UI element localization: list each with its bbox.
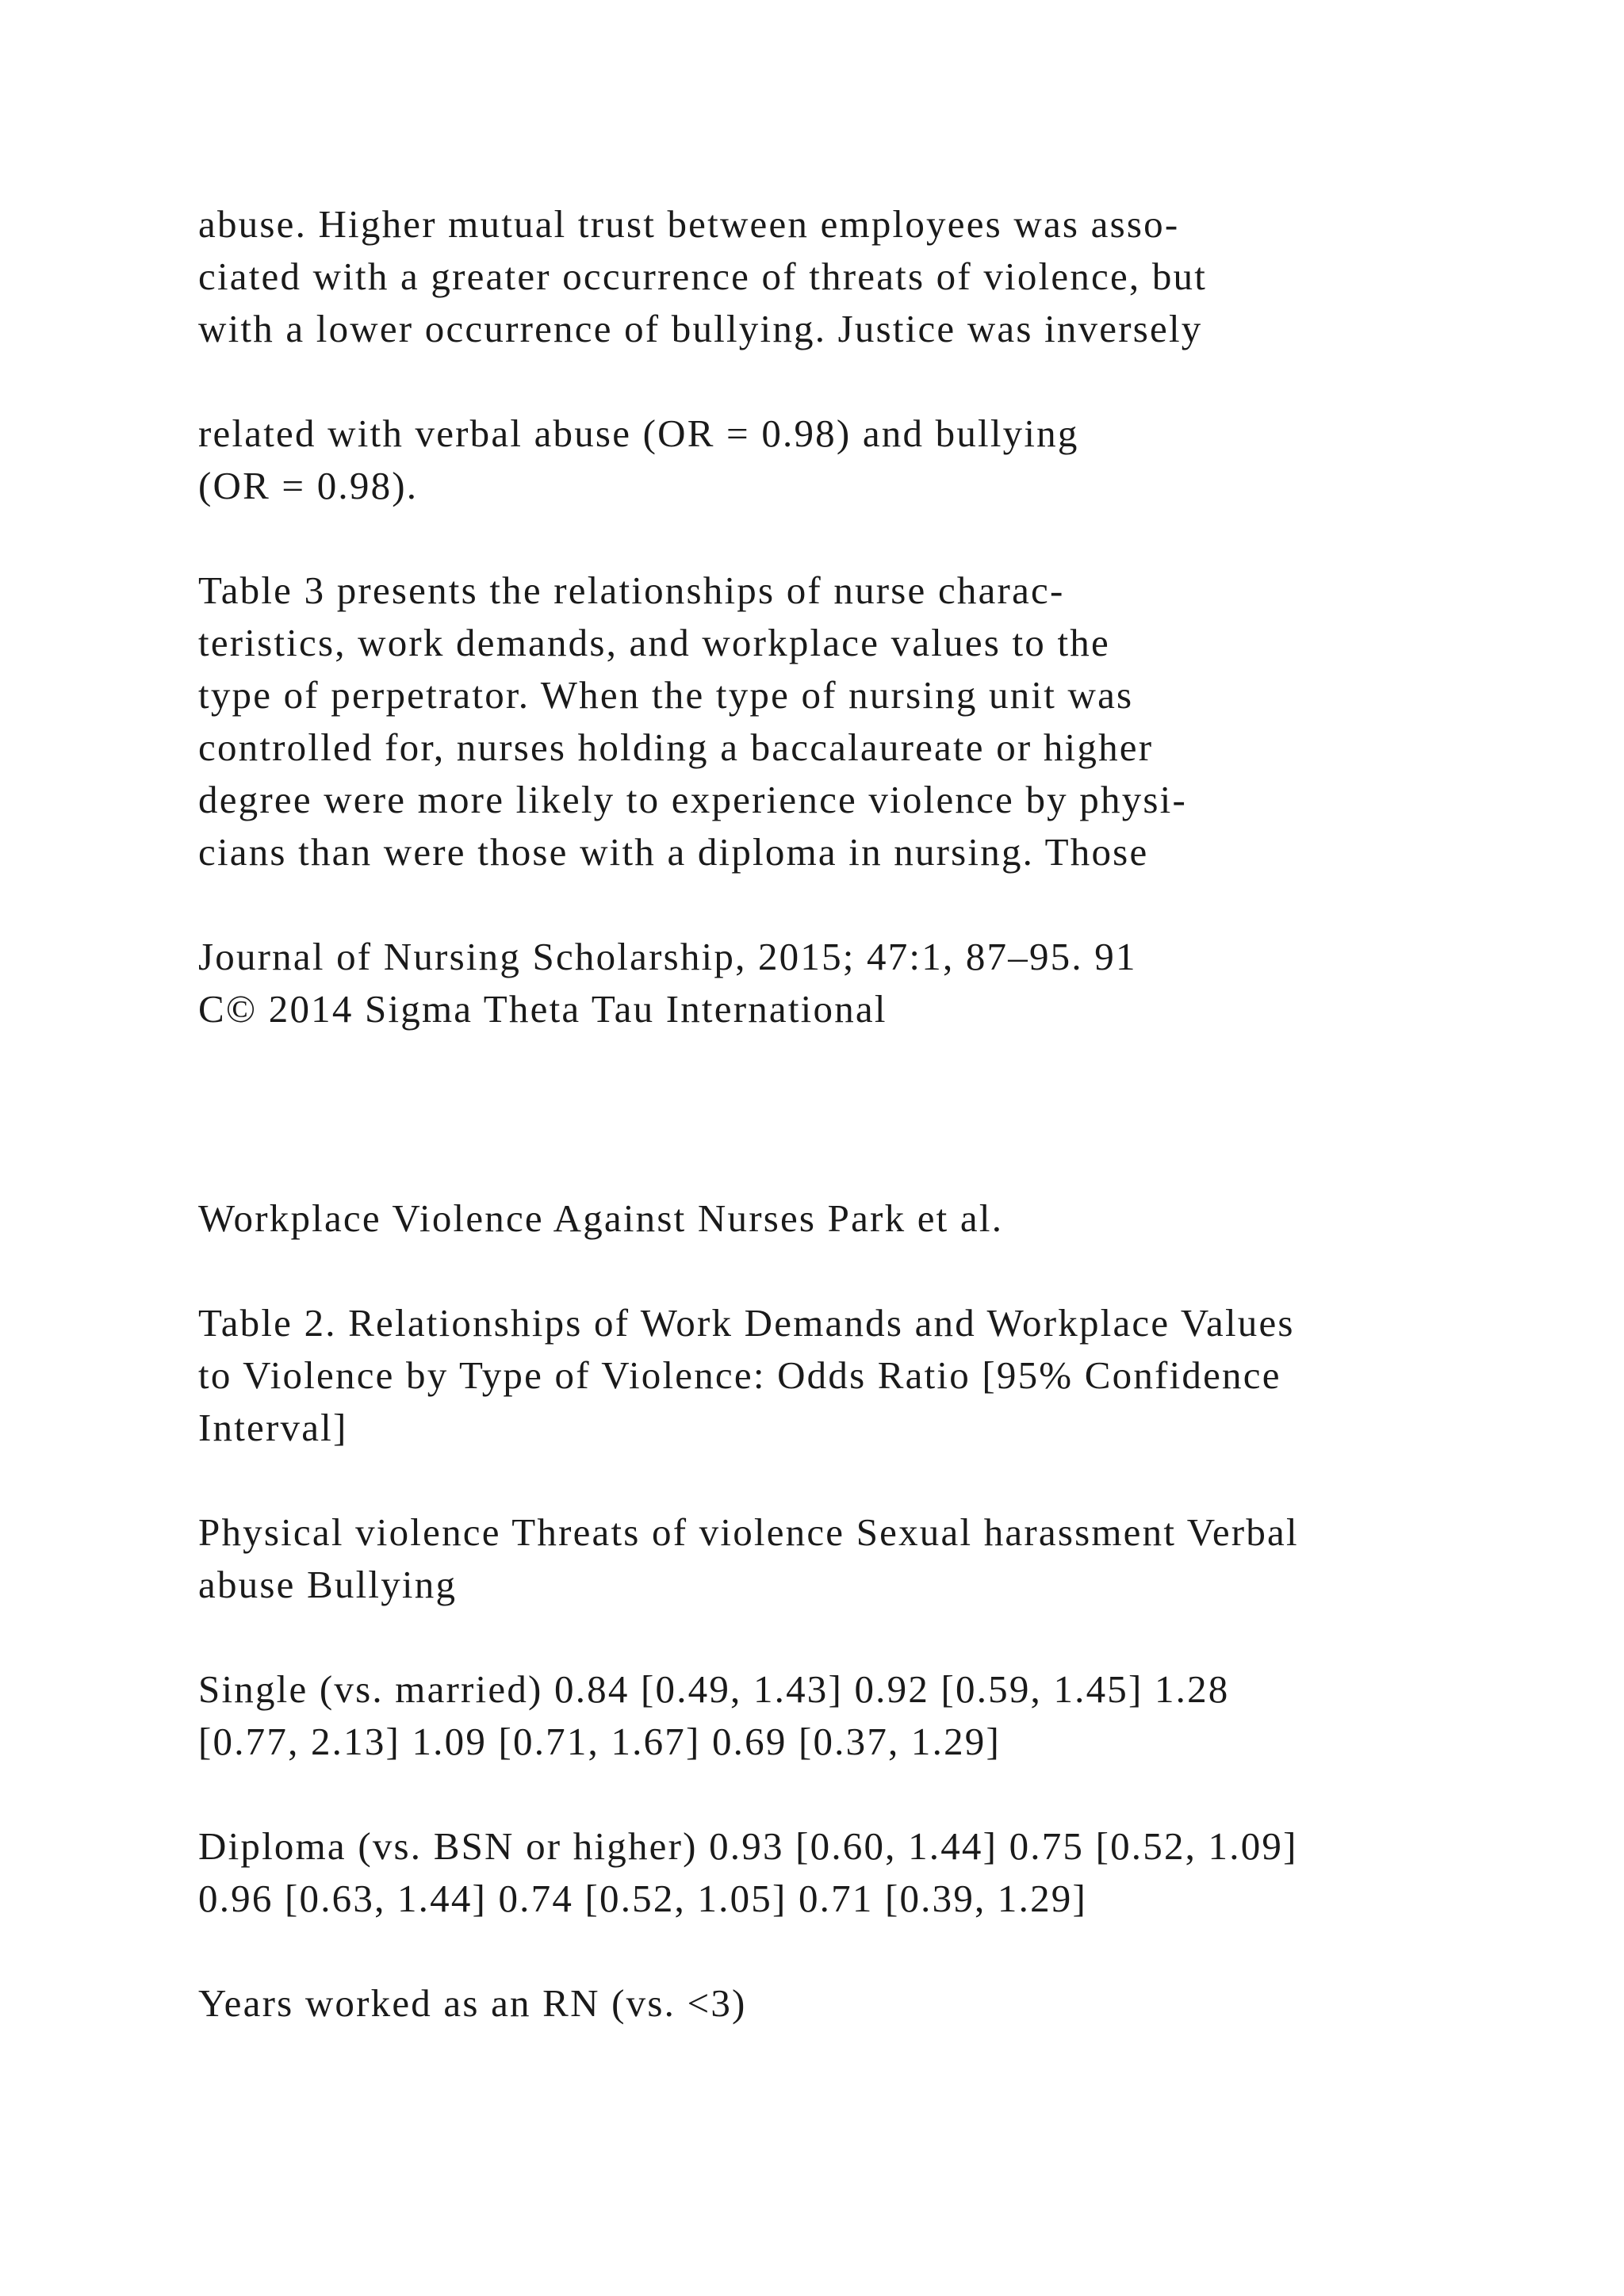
paragraph-line: controlled for, nurses holding a baccalaureate or higher xyxy=(198,725,1154,769)
copyright-notice: C© 2014 Sigma Theta Tau International xyxy=(198,987,887,1031)
running-header: Workplace Violence Against Nurses Park et al. xyxy=(198,1196,1004,1240)
paragraph-line: type of perpetrator. When the type of nursing unit was xyxy=(198,673,1134,717)
paragraph-line: related with verbal abuse (OR = 0.98) and bullying xyxy=(198,411,1079,455)
paragraph-line: teristics, work demands, and workplace values to the xyxy=(198,621,1110,664)
table-row: Single (vs. married) 0.84 [0.49, 1.43] 0.92 [0.59, 1.45] 1.28 xyxy=(198,1667,1230,1711)
table-caption: to Violence by Type of Violence: Odds Ratio [95% Confidence xyxy=(198,1353,1281,1397)
paragraph-line: ciated with a greater occurrence of threats of violence, but xyxy=(198,254,1208,298)
table-row: 0.96 [0.63, 1.44] 0.74 [0.52, 1.05] 0.71 [0.39, 1.29] xyxy=(198,1877,1088,1920)
table-header: Physical violence Threats of violence Sexual harassment Verbal xyxy=(198,1510,1299,1554)
table-caption: Table 2. Relationships of Work Demands and Workplace Values xyxy=(198,1301,1295,1345)
table-caption: Interval] xyxy=(198,1406,348,1449)
paragraph-line: cians than were those with a diploma in nursing. Those xyxy=(198,830,1149,874)
paragraph-line: (OR = 0.98). xyxy=(198,464,419,507)
paragraph-line: abuse. Higher mutual trust between employees was asso- xyxy=(198,202,1180,246)
paragraph-line: degree were more likely to experience violence by physi- xyxy=(198,778,1187,821)
paragraph-line: Table 3 presents the relationships of nurse charac- xyxy=(198,568,1065,612)
paragraph-line: with a lower occurrence of bullying. Justice was inversely xyxy=(198,307,1203,350)
table-row: Diploma (vs. BSN or higher) 0.93 [0.60, 1.44] 0.75 [0.52, 1.09] xyxy=(198,1824,1298,1868)
journal-citation: Journal of Nursing Scholarship, 2015; 47:1, 87–95. 91 xyxy=(198,935,1137,978)
table-row: [0.77, 2.13] 1.09 [0.71, 1.67] 0.69 [0.37, 1.29] xyxy=(198,1720,1002,1763)
table-header: abuse Bullying xyxy=(198,1563,458,1606)
table-row: Years worked as an RN (vs. <3) xyxy=(198,1981,747,2025)
